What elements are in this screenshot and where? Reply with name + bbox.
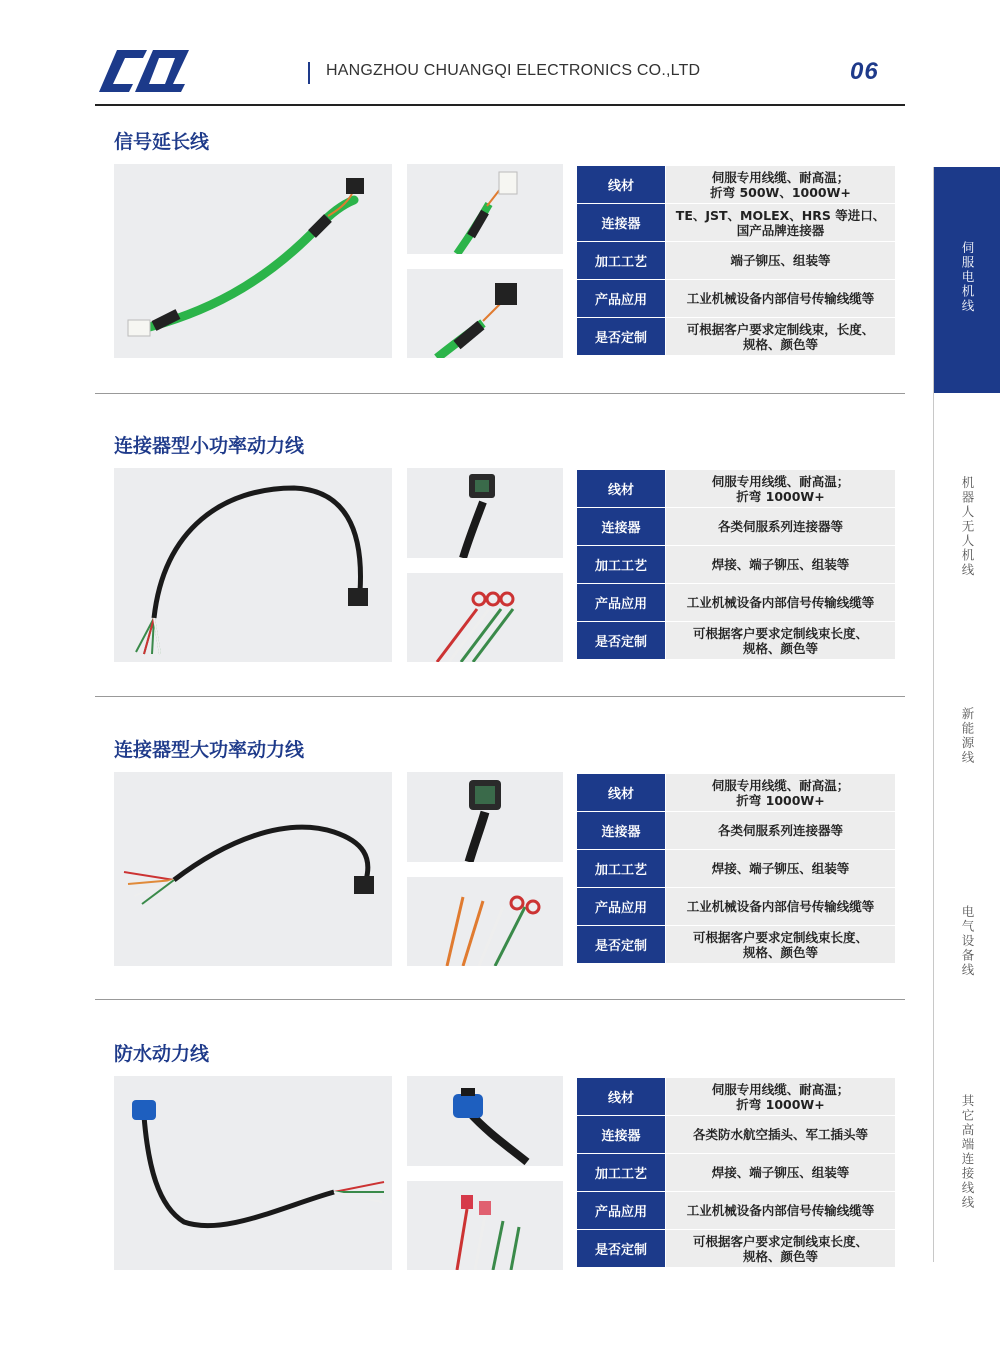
spec-value: 可根据客户要求定制线束长度、 规格、颜色等 bbox=[666, 1230, 895, 1267]
spec-row bbox=[577, 1116, 895, 1154]
spec-label: 连接器 bbox=[577, 204, 665, 241]
spec-value: 伺服专用线缆、耐高温； 折弯 1000W+ bbox=[666, 774, 895, 811]
spec-value: 焊接、端子铆压、组装等 bbox=[666, 1154, 895, 1191]
spec-row bbox=[577, 774, 895, 812]
product-photo-main bbox=[114, 468, 392, 662]
spec-row bbox=[577, 850, 895, 888]
spec-label: 线材 bbox=[577, 1078, 665, 1115]
spec-row bbox=[577, 888, 895, 926]
company-logo bbox=[95, 46, 193, 94]
section-title: 连接器型小功率动力线 bbox=[114, 435, 305, 457]
spec-table bbox=[577, 470, 895, 660]
spec-label: 加工工艺 bbox=[577, 850, 665, 887]
spec-value: 可根据客户要求定制线束长度、 规格、颜色等 bbox=[666, 926, 895, 963]
spec-row bbox=[577, 166, 895, 204]
section-title: 信号延长线 bbox=[114, 131, 210, 153]
spec-row bbox=[577, 242, 895, 280]
spec-row bbox=[577, 1192, 895, 1230]
spec-label: 加工工艺 bbox=[577, 1154, 665, 1191]
product-photo-main bbox=[114, 772, 392, 966]
sidebar-tab-label: 电气设备线 bbox=[960, 905, 975, 978]
spec-label: 是否定制 bbox=[577, 926, 665, 963]
spec-row bbox=[577, 280, 895, 318]
spec-value: 各类伺服系列连接器等 bbox=[666, 812, 895, 849]
spec-row bbox=[577, 622, 895, 660]
section-title: 防水动力线 bbox=[114, 1043, 210, 1065]
spec-row bbox=[577, 812, 895, 850]
spec-value: 焊接、端子铆压、组装等 bbox=[666, 850, 895, 887]
spec-value: 工业机械设备内部信号传输线缆等 bbox=[666, 584, 895, 621]
spec-value: 可根据客户要求定制线束，长度、 规格、颜色等 bbox=[666, 318, 895, 355]
spec-label: 加工工艺 bbox=[577, 546, 665, 583]
product-photo-detail-1 bbox=[407, 468, 563, 558]
spec-row bbox=[577, 470, 895, 508]
spec-value: 各类防水航空插头、军工插头等 bbox=[666, 1116, 895, 1153]
spec-value: 端子铆压、组装等 bbox=[666, 242, 895, 279]
section-title: 连接器型大功率动力线 bbox=[114, 739, 305, 761]
spec-label: 线材 bbox=[577, 774, 665, 811]
spec-table bbox=[577, 166, 895, 356]
spec-label: 是否定制 bbox=[577, 1230, 665, 1267]
spec-table bbox=[577, 1078, 895, 1268]
spec-value: 可根据客户要求定制线束长度、 规格、颜色等 bbox=[666, 622, 895, 659]
spec-row bbox=[577, 1230, 895, 1268]
section-divider bbox=[95, 393, 905, 394]
company-name: HANGZHOU CHUANGQI ELECTRONICS CO.,LTD bbox=[326, 62, 701, 79]
spec-label: 连接器 bbox=[577, 1116, 665, 1153]
sidebar-tab-label: 新能源线 bbox=[960, 707, 975, 765]
spec-label: 线材 bbox=[577, 470, 665, 507]
spec-label: 线材 bbox=[577, 166, 665, 203]
spec-value: 伺服专用线缆、耐高温； 折弯 500W、1000W+ bbox=[666, 166, 895, 203]
sidebar-tab-label: 其它高端连接线线 bbox=[960, 1094, 975, 1210]
spec-label: 产品应用 bbox=[577, 280, 665, 317]
header-separator bbox=[308, 62, 310, 84]
spec-table bbox=[577, 774, 895, 964]
spec-label: 加工工艺 bbox=[577, 242, 665, 279]
product-photo-main bbox=[114, 1076, 392, 1270]
product-photo-detail-2 bbox=[407, 269, 563, 358]
spec-row bbox=[577, 318, 895, 356]
spec-row bbox=[577, 204, 895, 242]
sidebar-tab-other-high-end-cable[interactable] bbox=[934, 1094, 1000, 1224]
product-photo-detail-2 bbox=[407, 573, 563, 662]
product-photo-detail-2 bbox=[407, 1181, 563, 1270]
page-number: 06 bbox=[850, 58, 879, 85]
spec-label: 连接器 bbox=[577, 812, 665, 849]
product-photo-detail-1 bbox=[407, 164, 563, 254]
spec-label: 产品应用 bbox=[577, 1192, 665, 1229]
product-photo-main bbox=[114, 164, 392, 358]
spec-value: 工业机械设备内部信号传输线缆等 bbox=[666, 888, 895, 925]
spec-value: TE、JST、MOLEX、HRS 等进口、 国产品牌连接器 bbox=[666, 204, 895, 241]
spec-row bbox=[577, 584, 895, 622]
spec-row bbox=[577, 926, 895, 964]
spec-value: 工业机械设备内部信号传输线缆等 bbox=[666, 280, 895, 317]
page-header bbox=[95, 40, 905, 106]
spec-row bbox=[577, 508, 895, 546]
spec-row bbox=[577, 1154, 895, 1192]
spec-value: 焊接、端子铆压、组装等 bbox=[666, 546, 895, 583]
spec-row bbox=[577, 1078, 895, 1116]
spec-label: 是否定制 bbox=[577, 318, 665, 355]
product-photo-detail-1 bbox=[407, 772, 563, 862]
spec-row bbox=[577, 546, 895, 584]
spec-value: 伺服专用线缆、耐高温； 折弯 1000W+ bbox=[666, 1078, 895, 1115]
spec-value: 伺服专用线缆、耐高温； 折弯 1000W+ bbox=[666, 470, 895, 507]
spec-label: 产品应用 bbox=[577, 888, 665, 925]
product-photo-detail-1 bbox=[407, 1076, 563, 1166]
sidebar-tab-robot-drone-cable[interactable] bbox=[934, 476, 1000, 596]
spec-label: 是否定制 bbox=[577, 622, 665, 659]
section-divider bbox=[95, 999, 905, 1000]
sidebar-tab-label: 伺服电机线 bbox=[960, 241, 975, 314]
header-divider bbox=[95, 104, 905, 106]
spec-label: 产品应用 bbox=[577, 584, 665, 621]
sidebar-tab-label: 机器人无人机线 bbox=[960, 476, 975, 578]
section-divider bbox=[95, 696, 905, 697]
spec-value: 各类伺服系列连接器等 bbox=[666, 508, 895, 545]
spec-label: 连接器 bbox=[577, 508, 665, 545]
product-photo-detail-2 bbox=[407, 877, 563, 966]
sidebar-tab-new-energy-cable[interactable] bbox=[934, 707, 1000, 777]
sidebar-tab-servo-motor-cable[interactable] bbox=[934, 167, 1000, 393]
sidebar-tab-electrical-equipment-cable[interactable] bbox=[934, 905, 1000, 991]
spec-value: 工业机械设备内部信号传输线缆等 bbox=[666, 1192, 895, 1229]
